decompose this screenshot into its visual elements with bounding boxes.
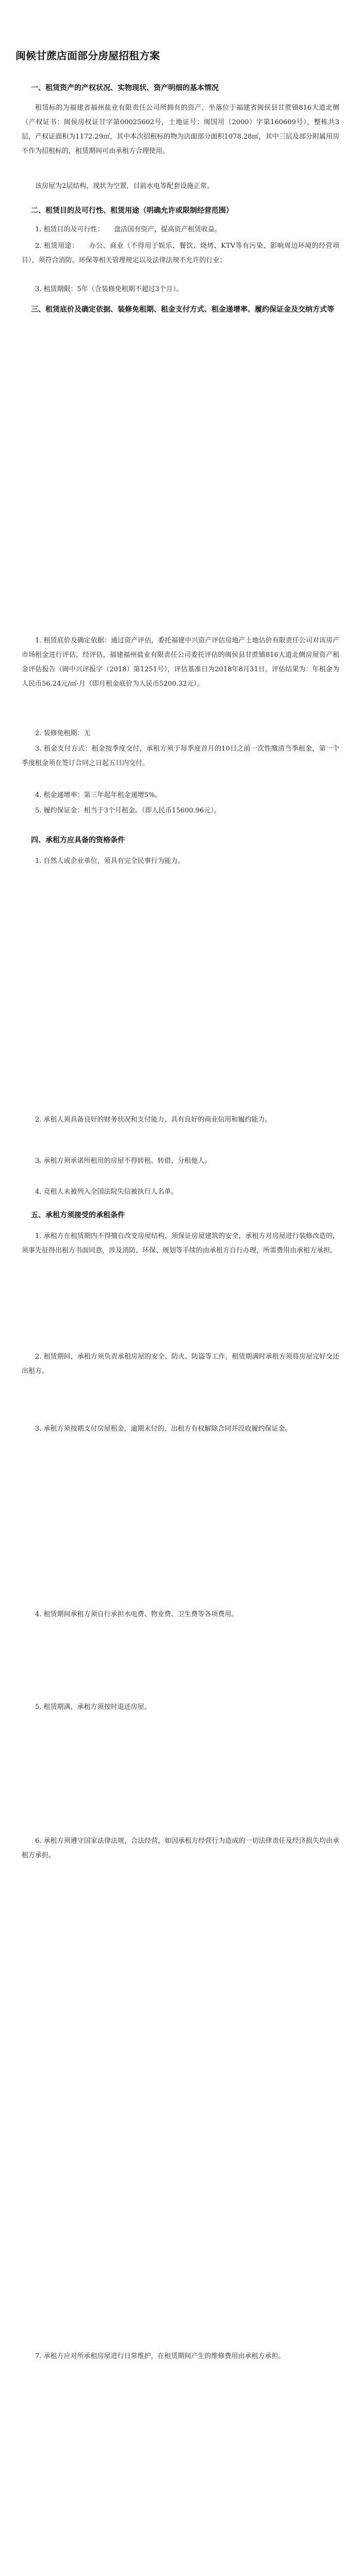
section-4-item-1: 1. 自然人或企业单位，须具有完全民事行为能力。 xyxy=(35,857,185,865)
section-5-item-7: 7. 承租方应对所承租房屋进行日常维护，在租赁期间产生的维修费用由承租方承担。 xyxy=(35,2352,285,2360)
section-3-heading: 三、租赁底价及确定依据、装修免租期、租金支付方式、租金递增率、履约保证金及交纳方式等 xyxy=(31,306,334,314)
section-3-paragraph-5: 5. 履约保证金：相当于3个月租金。（即人民币15600.96元）。 xyxy=(35,807,221,815)
page-title: 闽候甘蔗店面部分房屋招租方案 xyxy=(15,49,160,62)
section-1-paragraph-2: 该房屋为2层结构，现状为空置，目前水电等配套设施正常。 xyxy=(35,182,214,190)
section-5-item-4: 4. 租赁期间承租方须自行承担水电费、物业费、卫生费等各项费用。 xyxy=(35,1611,238,1618)
section-2-item-2: 2. 租赁用途： 办公、商业（不得用于娱乐、餐饮、烧烤、KTV等有污染、影响周边环境的经营项目），须符合消防、环保等相关管理规定以及法律法规不允许的行业； xyxy=(22,242,339,264)
section-2-item-1: 1. 租赁目的及可行性： 盘活国有资产，提高资产租赁收益。 xyxy=(35,226,222,233)
section-4-item-3: 3. 承租方须承诺所租用的房屋不得转租、转借、分租他人。 xyxy=(35,1157,211,1165)
section-2-heading: 二、租赁目的及可行性、租赁用途（明确允许或限制经营范围） xyxy=(31,207,233,215)
section-5-item-5: 5. 租赁期满，承租方须按时退还房屋。 xyxy=(35,1703,151,1711)
section-4-heading: 四、承租方应具备的资格条件 xyxy=(31,836,125,844)
section-3-paragraph-2: 2. 装修免租期：无 xyxy=(35,730,91,737)
section-2-item-3: 3. 租赁期限：5年（含装修免租期不超过3个月）。 xyxy=(35,285,183,293)
section-3-paragraph-4: 4. 租金递增率：第三年起年租金递增5%。 xyxy=(35,791,162,799)
section-4-item-4: 4. 竞租人未被列入全国法院失信被执行人名单。 xyxy=(35,1188,178,1196)
section-5-item-1: 1. 承租方在租赁期内不得擅自改变房屋结构，须保证房屋建筑的安全，承租方对房屋进行装修改造的，须事先征得出租方书面同意，涉及消防、环保、规划等手续的由承租方自行办理，所需费用由承租方承担。 xyxy=(22,1232,339,1255)
section-1-paragraph-1: 租赁标的为福建省福州盐业有限责任公司所拥有的资产，坐落位于福建省闽侯县甘蔗镇816大道北侧（产权证书：闽侯房权证甘字第00025602号，土地证号：闽国用（2000）字第160609号），整栋共3层，产权证面积为1172.29㎡，其中本次招租标的物为店面部分面积1078.28㎡，其中三层及部分附属用房不作为招租标的，租赁期间可由承租方合理使用。 xyxy=(22,104,339,155)
section-4-item-2: 2. 承租人须具备良好的财务状况和支付能力，具有良好的商业信用和履约能力。 xyxy=(35,1116,272,1124)
section-5-item-3: 3. 承租方须按期支付房屋租金，逾期未付的，出租方有权解除合同并没收履约保证金。 xyxy=(35,1425,292,1433)
section-5-heading: 五、承租方须接受的承租条件 xyxy=(31,1211,125,1219)
section-3-paragraph-3: 3. 租金支付方式：租金按季度交付，承租方须于每季度首月的10日之前一次性缴清当季租金，第一个季度租金须在签订合同之日起五日内交付。 xyxy=(22,745,339,767)
section-3-paragraph-1: 1. 租赁底价及确定依据：通过资产评估，委托福建中兴资产评估房地产土地估价有限责任公司对该房产市场租金进行评估，经评估，福建福州盐业有限责任公司委托评估的闽侯县甘蔗镇816大道北侧房屋资产租金评估报告（闽中兴评报字（2018）第1251号），评估基准日为2018年8月31日。评估结果为：年租金为人民币56.24元/㎡·月（即月租金底价为人民币5200.32元）。 xyxy=(22,637,339,688)
section-5-item-2: 2. 租赁期间，承租方须负责承租房屋的安全、防火、防盗等工作，租赁期满时承租方须将房屋完好交还出租方。 xyxy=(22,1353,339,1375)
section-1-heading: 一、租赁资产的产权状况、实物现状、资产明细的基本情况 xyxy=(31,84,219,92)
section-5-item-6: 6. 承租方须遵守国家法律法规，合法经营，如因承租方经营行为造成的一切法律责任及经济损失均由承租方承担。 xyxy=(22,1837,339,1859)
